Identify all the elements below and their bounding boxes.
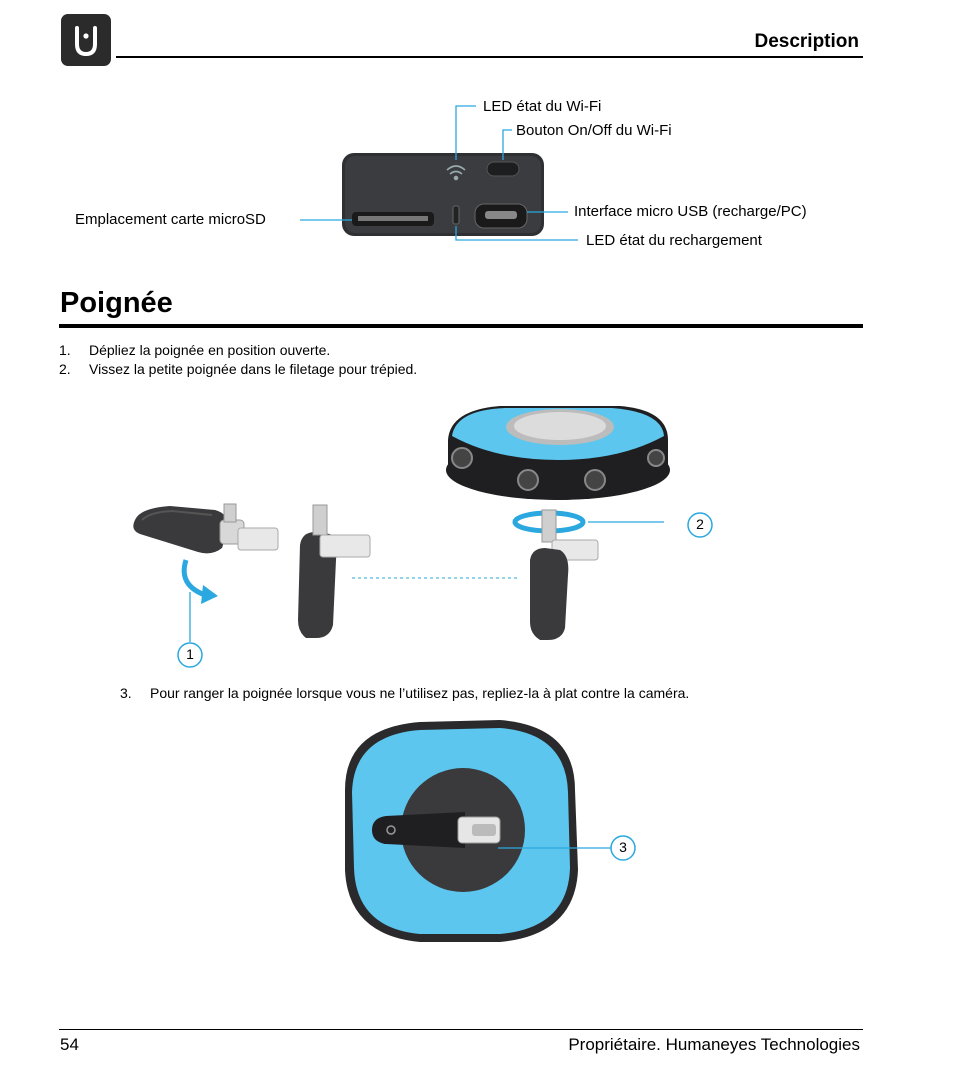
label-wifi-led: LED état du Wi-Fi	[483, 98, 602, 115]
section-title-rule	[59, 324, 863, 328]
label-charge-led: LED état du rechargement	[586, 232, 762, 249]
label-wifi-button: Bouton On/Off du Wi-Fi	[516, 122, 672, 139]
step-number: 3.	[120, 685, 132, 701]
label-microsd-slot: Emplacement carte microSD	[75, 211, 266, 228]
wifi-button-shape	[487, 162, 519, 176]
port-panel-illustration	[342, 153, 544, 236]
callout-number-1: 1	[186, 646, 194, 662]
step-text: Pour ranger la poignée lorsque vous ne l’utilisez pas, repliez-la à plat contre la caméra.	[150, 685, 690, 701]
footer-owner: Propriétaire. Humaneyes Technologies	[568, 1035, 860, 1054]
charge-led-shape	[453, 206, 459, 224]
page-number: 54	[60, 1035, 79, 1054]
label-usb-interface: Interface micro USB (recharge/PC)	[574, 203, 807, 220]
section-header-title: Description	[754, 31, 859, 52]
step-number: 1.	[59, 342, 71, 358]
step-text: Vissez la petite poignée dans le filetage pour trépied.	[89, 361, 418, 377]
footer-rule	[59, 1029, 863, 1030]
step-text: Dépliez la poignée en position ouverte.	[89, 342, 331, 358]
step-1	[59, 342, 330, 358]
grip-unfold-illustration	[133, 406, 670, 640]
step-2	[59, 361, 417, 377]
camera-side-view-illustration	[446, 406, 670, 500]
camera-folded-grip-illustration	[345, 720, 612, 942]
callout-number-3: 3	[619, 839, 627, 855]
step-3	[120, 685, 689, 701]
callout-number-2: 2	[696, 516, 704, 532]
section-title: Poignée	[60, 287, 173, 319]
step-number: 2.	[59, 361, 71, 377]
